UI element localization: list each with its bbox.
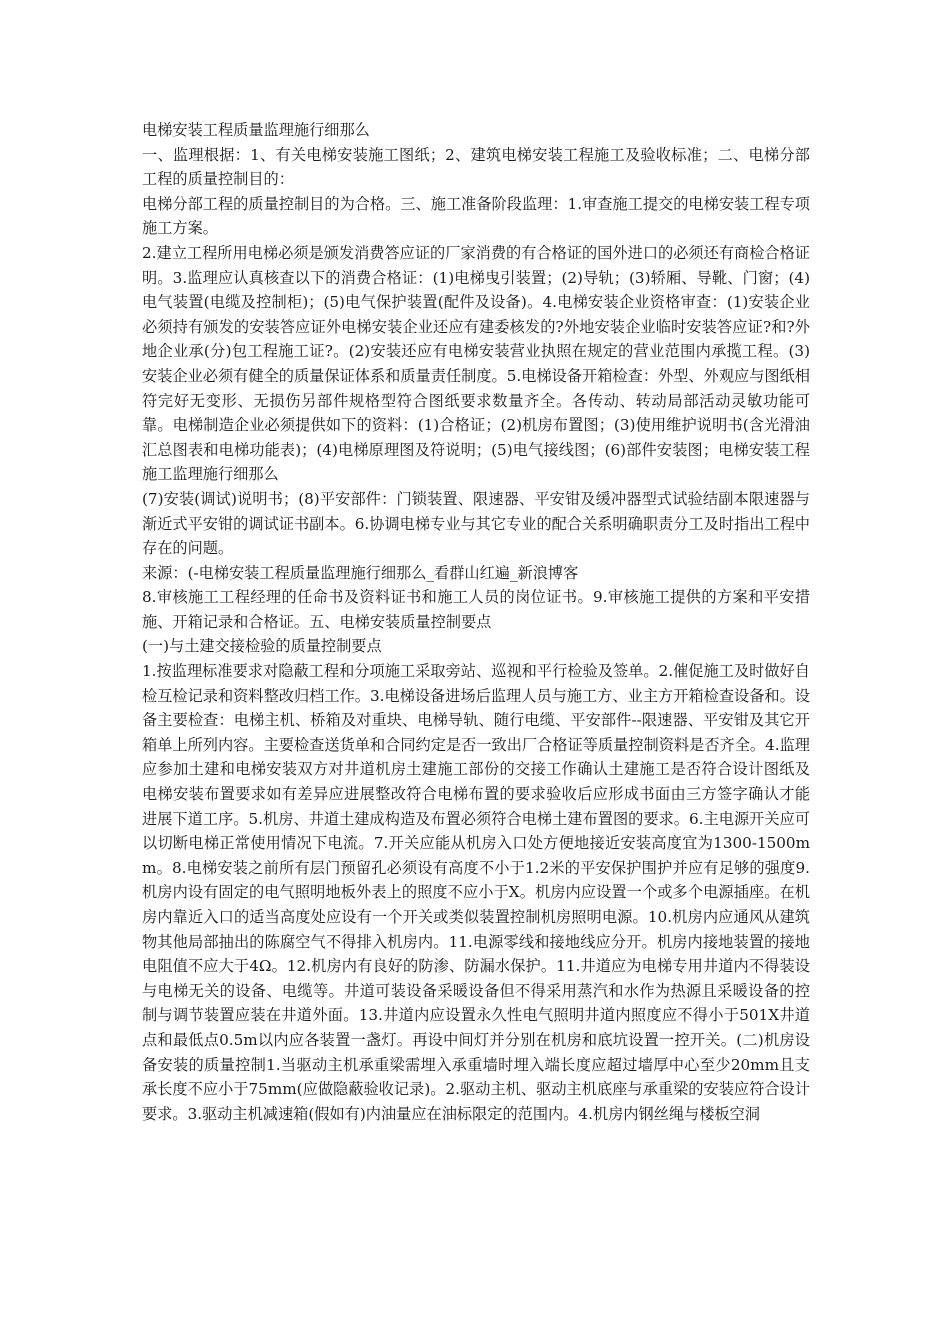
paragraph-control-points: 1.按监理标准要求对隐蔽工程和分项施工采取旁站、巡视和平行检验及签单。2.催促施工及时做好自检互检记录和资料整改归档工作。3.电梯设备进场后监理人员与施工方、业主方开箱检查设备和。设备主要检查：电梯主机、桥箱及对重块、电梯导轨、随行电缆、平安部件--限速器、平安钳及其它开箱单上所列内容。主要检查送货单和合同约定是否一致出厂合格证等质量控制资料是否齐全。4.监理应参加土建和电梯安装双方对井道机房土建施工部份的交接工作确认土建施工是否符合设计图纸及电梯安装布置要求如有差异应进展整改符合电梯布置的要求验收后应形成书面由三方签字确认才能进展下道工序。5.机房、井道土建成构造及布置必须符合电梯土建布置图的要求。6.主电源开关应可以切断电梯正常使用情况下电流。7.开关应能从机房入口处方便地接近安装高度宜为1300-1500mm。8.电梯安装之前所有层门预留孔必须设有高度不小于1.2米的平安保护围护并应有足够的强度9.机房内设有固定的电气照明地板外表上的照度不应小于X。机房内应设置一个或多个电源插座。在机房内靠近入口的适当高度处应设有一个开关或类似装置控制机房照明电源。10.机房内应通风从建筑物其他局部抽出的陈腐空气不得排入机房内。11.电源零线和接地线应分开。机房内接地装置的接地电阻值不应大于4Ω。12.机房内有良好的防渗、防漏水保护。11.井道应为电梯专用井道内不得装设与电梯无关的设备、电缆等。井道可装设备采暖设备但不得采用蒸汽和水作为热源且采暖设备的控制与调节装置应装在井道外面。13.井道内应设置永久性电气照明井道内照度应不得小于501X井道点和最低点0.5m以内应各装置一盏灯。再设中间灯并分别在机房和底坑设置一控开关。(二)机房设备安装的质量控制1.当驱动主机承重梁需埋入承重墙时埋入端长度应超过墙厚中心至少20mm且支承长度不应小于75mm(应做隐蔽验收记录)。2.驱动主机、驱动主机底座与承重梁的安装应符合设计要求。3.驱动主机减速箱(假如有)内油量应在油标限定的范围内。4.机房内钢丝绳与楼板空洞 bbox=[142, 662, 810, 1123]
paragraph-safety-parts: (7)安装(调试)说明书；(8)平安部件：门锁装置、限速器、平安钳及缓冲器型式试验结副本限速器与渐近式平安钳的调试证书副本。6.协调电梯专业与其它专业的配合关系明确职责分工及时指出工程中存在的问题。 bbox=[142, 489, 810, 558]
paragraph-review: 8.审核施工工程经理的任命书及资料证书和施工人员的岗位证书。9.审核施工提供的方案和平安措施、开箱记录和合格证。五、电梯安装质量控制要点 bbox=[142, 588, 810, 631]
section-heading-civil-handover: (一)与土建交接检验的质量控制要点 bbox=[142, 637, 382, 656]
document-body bbox=[142, 118, 810, 1126]
paragraph-quality-goal: 电梯分部工程的质量控制目的为合格。三、施工准备阶段监理：1.审查施工提交的电梯安装工程专项施工方案。 bbox=[142, 194, 810, 238]
document-title: 电梯安装工程质量监理施行细那么 bbox=[142, 121, 370, 139]
paragraph-preparation: 2.建立工程所用电梯必须是颁发消费答应证的厂家消费的有合格证的国外进口的必须还有商检合格证明。3.监理应认真核查以下的消费合格证：(1)电梯曳引装置；(2)导轨；(3)轿厢、导靴、门窗；(4)电气装置(电缆及控制柜)；(5)电气保护装置(配件及设备)。4.电梯安装企业资格审查：(1)安装企业必须持有颁发的安装答应证外电梯安装企业还应有建委核发的?外地安装企业临时安装答应证?和?外地企业承(分)包工程施工证?。(2)安装还应有电梯安装营业执照在规定的营业范围内承揽工程。(3)安装企业必须有健全的质量保证体系和质量责任制度。5.电梯设备开箱检查：外型、外观应与图纸相符完好无变形、无损伤另部件规格型符合图纸要求数量齐全。各传动、转动局部活动灵敏功能可靠。电梯制造企业必须提供如下的资料：(1)合格证；(2)机房布置图；(3)使用维护说明书(含光滑油汇总图表和电梯功能表)；(4)电梯原理图及符说明；(5)电气接线图；(6)部件安装图；电梯安装工程施工监理施行细那么 bbox=[142, 243, 810, 484]
paragraph-basis: 一、监理根据：1、有关电梯安装施工图纸；2、建筑电梯安装工程施工及验收标准；二、电梯分部工程的质量控制目的： bbox=[142, 145, 810, 189]
paragraph-source: 来源：(-电梯安装工程质量监理施行细那么_看群山红遍_新浪博客 bbox=[142, 563, 579, 582]
